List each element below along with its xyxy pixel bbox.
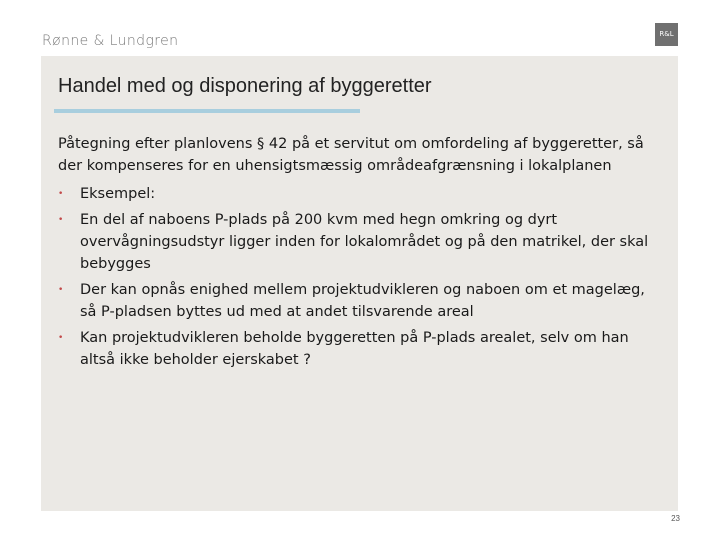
bullet-dot-icon: • (58, 285, 64, 295)
company-logo: Rønne & Lundgren (42, 33, 179, 49)
logo-badge: R&L (655, 23, 678, 46)
bullet-text: Kan projektudvikleren beholde byggeretten på P-plads arealet, selv om han altså ikke beholder ejerskabet ? (80, 330, 629, 368)
bullet-text: Der kan opnås enighed mellem projektudvikleren og naboen om et magelæg, så P-pladsen byttes ud med at andet tilsvarende areal (80, 282, 645, 320)
bullet-text: En del af naboens P-plads på 200 kvm med hegn omkring og dyrt overvågningsudstyr ligger inden for lokalområdet og på den matrikel, der skal bebygges (80, 212, 649, 272)
bullet-item (58, 327, 658, 371)
page-number: 23 (671, 514, 680, 523)
bullet-list (58, 183, 658, 371)
bullet-item (58, 183, 658, 205)
bullet-item (58, 209, 658, 275)
title-underline (54, 109, 360, 113)
bullet-dot-icon: • (58, 215, 64, 225)
slide-title: Handel med og disponering af byggeretter (58, 75, 432, 97)
bullet-item (58, 279, 658, 323)
bullet-dot-icon: • (58, 189, 64, 199)
bullet-dot-icon: • (58, 333, 64, 343)
intro-paragraph: Påtegning efter planlovens § 42 på et servitut om omfordeling af byggeretter, så der kompenseres for en uhensigtsmæssig områdeafgrænsning i lokalplanen (58, 136, 644, 174)
bullet-text: Eksempel: (80, 186, 156, 202)
